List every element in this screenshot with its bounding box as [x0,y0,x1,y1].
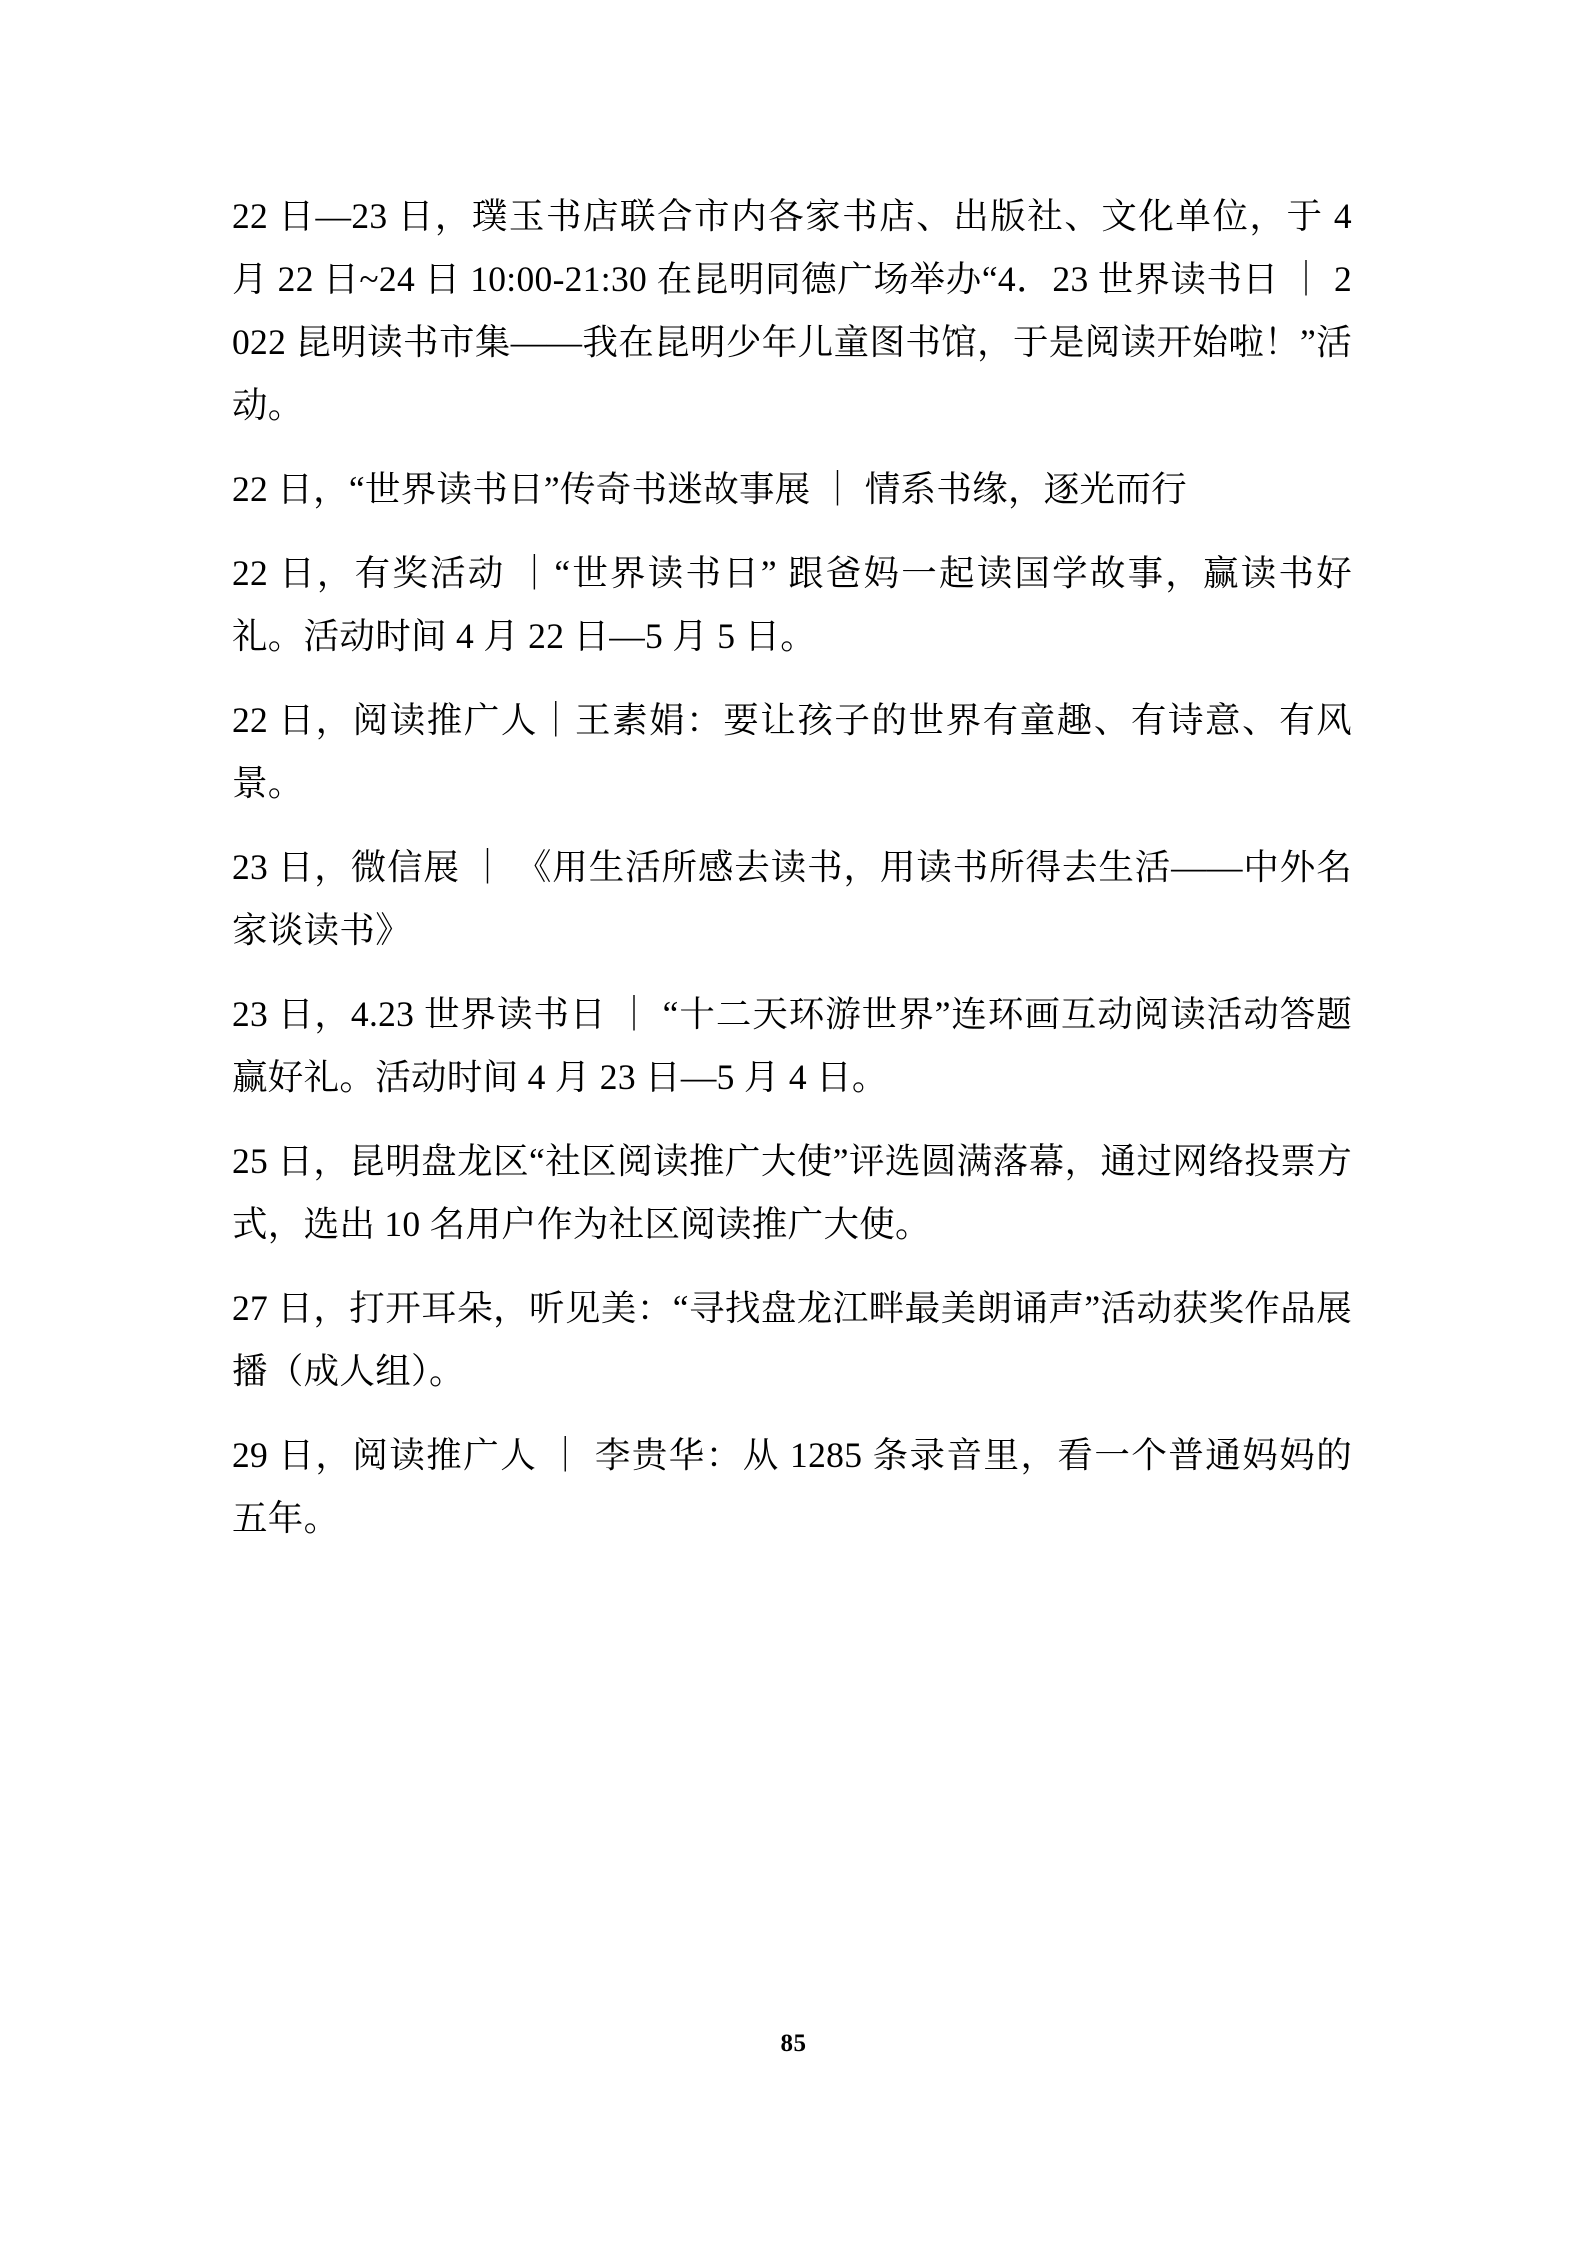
page-number: 85 [780,2030,807,2057]
paragraph: 25 日，昆明盘龙区“社区阅读推广大使”评选圆满落幕，通过网络投票方式，选出 10 名用户作为社区阅读推广大使。 [232,1141,1352,1244]
paragraph: 27 日，打开耳朵，听见美：“寻找盘龙江畔最美朗诵声”活动获奖作品展播（成人组）。 [232,1288,1352,1391]
paragraph: 22 日，有奖活动 ｜“世界读书日” 跟爸妈一起读国学故事，赢读书好礼。活动时间 4 月 22 日—5 月 5 日。 [232,553,1352,656]
paragraph: 22 日—23 日，璞玉书店联合市内各家书店、出版社、文化单位，于 4 月 22 日~24 日 10:00-21:30 在昆明同德广场举办“4．23 世界读书日 ｜ 2022 昆明读书市集——我在昆明少年儿童图书馆，于是阅读开始啦！”活动。 [232,196,1352,425]
page-footer [0,2030,1587,2058]
paragraph: 23 日，微信展 ｜ 《用生活所感去读书，用读书所得去生活——中外名家谈读书》 [232,847,1352,950]
document-body [232,185,1352,1550]
paragraph: 22 日，阅读推广人｜王素娟：要让孩子的世界有童趣、有诗意、有风景。 [232,700,1352,803]
paragraph: 22 日，“世界读书日”传奇书迷故事展 ｜ 情系书缘，逐光而行 [232,469,1187,509]
paragraph: 29 日，阅读推广人 ｜ 李贵华：从 1285 条录音里，看一个普通妈妈的五年。 [232,1435,1352,1538]
paragraph: 23 日，4.23 世界读书日 ｜ “十二天环游世界”连环画互动阅读活动答题赢好礼。活动时间 4 月 23 日—5 月 4 日。 [232,994,1352,1097]
